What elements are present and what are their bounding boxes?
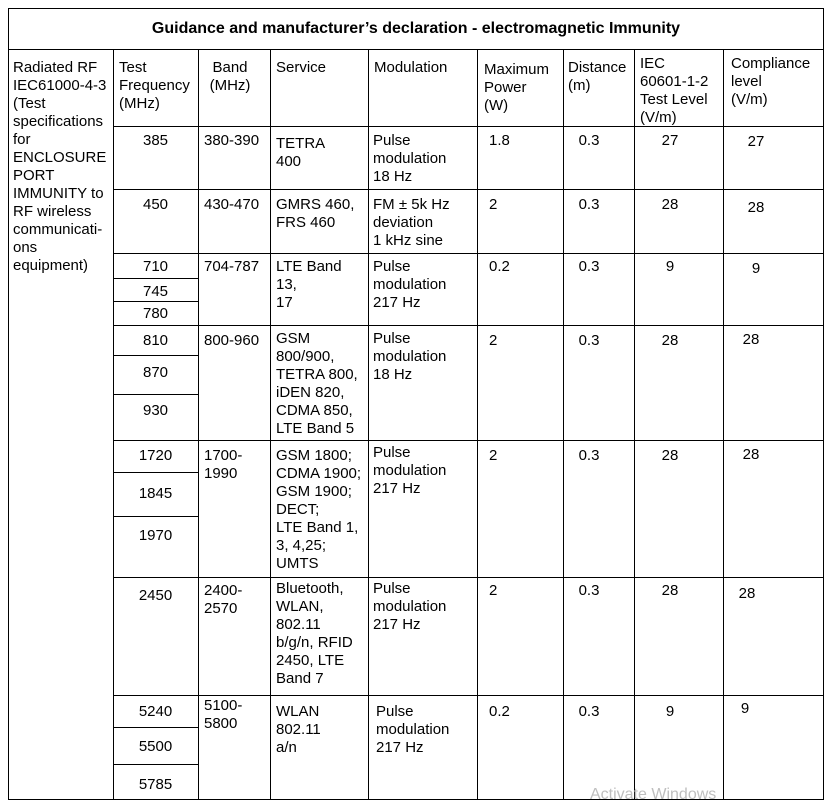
distance-cell: 0.3 <box>578 582 600 599</box>
iec-level-cell: 28 <box>661 196 679 213</box>
col-divider <box>198 50 199 800</box>
col-divider <box>723 50 724 800</box>
row-divider <box>113 440 824 441</box>
frequency-cell: 2450 <box>138 587 173 604</box>
iec-level-cell: 27 <box>661 132 679 149</box>
activation-watermark: Activate Windows <box>590 786 717 803</box>
modulation-cell: Pulse modulation 217 Hz <box>373 580 447 633</box>
iec-level-cell: 28 <box>661 332 679 349</box>
col-divider <box>634 50 635 800</box>
header-band: Band (MHz) <box>209 59 251 94</box>
row-divider <box>113 126 824 127</box>
row-divider <box>113 577 824 578</box>
header-test-frequency: Test Frequency (MHz) <box>119 59 190 112</box>
freq-divider <box>113 764 198 765</box>
compliance-cell: 28 <box>747 199 765 216</box>
service-cell: WLAN 802.11 a/n <box>276 703 321 756</box>
col-divider <box>270 50 271 800</box>
iec-level-cell: 9 <box>665 258 675 275</box>
service-cell: TETRA 400 <box>276 135 326 170</box>
header-compliance-level: Compliance level (V/m) <box>731 55 811 108</box>
frequency-cell: 450 <box>142 196 169 213</box>
col-divider <box>563 50 564 800</box>
power-cell: 0.2 <box>489 703 510 720</box>
compliance-cell: 27 <box>747 133 765 150</box>
power-cell: 2 <box>489 447 498 464</box>
service-cell: LTE Band 13, 17 <box>276 258 342 311</box>
distance-cell: 0.3 <box>578 447 600 464</box>
distance-cell: 0.3 <box>578 132 600 149</box>
modulation-cell: Pulse modulation 18 Hz <box>373 330 447 383</box>
modulation-cell: Pulse modulation 18 Hz <box>373 132 447 185</box>
compliance-cell: 9 <box>740 700 750 717</box>
table-title: Guidance and manufacturer’s declaration - electromagnetic Immunity <box>8 8 824 50</box>
band-cell: 800-960 <box>204 332 260 349</box>
power-cell: 1.8 <box>489 132 510 149</box>
power-cell: 2 <box>489 332 498 349</box>
iec-level-cell: 28 <box>661 582 679 599</box>
freq-divider <box>113 516 198 517</box>
band-cell: 704-787 <box>204 258 260 275</box>
modulation-cell: Pulse modulation 217 Hz <box>373 444 447 497</box>
header-modulation: Modulation <box>374 59 448 76</box>
row-divider <box>113 253 824 254</box>
freq-divider <box>113 727 198 728</box>
frequency-cell: 1720 <box>138 447 173 464</box>
distance-cell: 0.3 <box>578 196 600 213</box>
frequency-cell: 5240 <box>138 703 173 720</box>
band-cell: 5100- 5800 <box>204 697 243 732</box>
iec-level-cell: 28 <box>661 447 679 464</box>
row-divider <box>113 695 824 696</box>
freq-divider <box>113 301 198 302</box>
frequency-cell: 745 <box>142 283 169 300</box>
frequency-cell: 780 <box>142 305 169 322</box>
freq-divider <box>113 472 198 473</box>
frequency-cell: 870 <box>142 364 169 381</box>
power-cell: 2 <box>489 196 498 213</box>
freq-divider <box>113 278 198 279</box>
frequency-cell: 1845 <box>138 485 173 502</box>
band-cell: 1700- 1990 <box>204 447 243 482</box>
frequency-cell: 1970 <box>138 527 173 544</box>
frequency-cell: 5500 <box>138 738 173 755</box>
service-cell: GSM 800/900, TETRA 800, iDEN 820, CDMA 850, LTE Band 5 <box>276 330 358 437</box>
compliance-cell: 28 <box>738 585 756 602</box>
distance-cell: 0.3 <box>578 332 600 349</box>
header-maximum-power: Maximum Power (W) <box>484 61 550 114</box>
compliance-cell: 28 <box>742 331 760 348</box>
modulation-cell: Pulse modulation 217 Hz <box>376 703 450 756</box>
freq-divider <box>113 355 198 356</box>
service-cell: GSM 1800; CDMA 1900; GSM 1900; DECT; LTE Band 1, 3, 4,25; UMTS <box>276 447 362 572</box>
power-cell: 0.2 <box>489 258 510 275</box>
modulation-cell: Pulse modulation 217 Hz <box>373 258 447 311</box>
header-iec-test-level: IEC 60601-1-2 Test Level (V/m) <box>640 55 709 126</box>
service-cell: GMRS 460, FRS 460 <box>276 196 355 231</box>
col-divider <box>477 50 478 800</box>
frequency-cell: 710 <box>142 258 169 275</box>
freq-divider <box>113 394 198 395</box>
frequency-cell: 930 <box>142 402 169 419</box>
power-cell: 2 <box>489 582 498 599</box>
compliance-cell: 9 <box>751 260 761 277</box>
header-distance: Distance (m) <box>568 59 627 94</box>
frequency-cell: 385 <box>142 132 169 149</box>
col-divider <box>368 50 369 800</box>
modulation-cell: FM ± 5k Hz deviation 1 kHz sine <box>373 196 450 249</box>
header-service: Service <box>276 59 327 76</box>
col-divider <box>113 50 114 800</box>
frequency-cell: 5785 <box>138 776 173 793</box>
band-cell: 430-470 <box>204 196 260 213</box>
compliance-cell: 28 <box>742 446 760 463</box>
distance-cell: 0.3 <box>578 258 600 275</box>
service-cell: Bluetooth, WLAN, 802.11 b/g/n, RFID 2450, LTE Band 7 <box>276 580 353 687</box>
band-cell: 380-390 <box>204 132 260 149</box>
row-divider <box>113 325 824 326</box>
band-cell: 2400- 2570 <box>204 582 243 617</box>
row-divider <box>113 189 824 190</box>
frequency-cell: 810 <box>142 332 169 349</box>
iec-level-cell: 9 <box>665 703 675 720</box>
distance-cell: 0.3 <box>578 703 600 720</box>
row-label: Radiated RF IEC61000-4-3 (Test specifications for ENCLOSURE PORT IMMUNITY to RF wireless communicati- ons equipment) <box>13 59 107 274</box>
